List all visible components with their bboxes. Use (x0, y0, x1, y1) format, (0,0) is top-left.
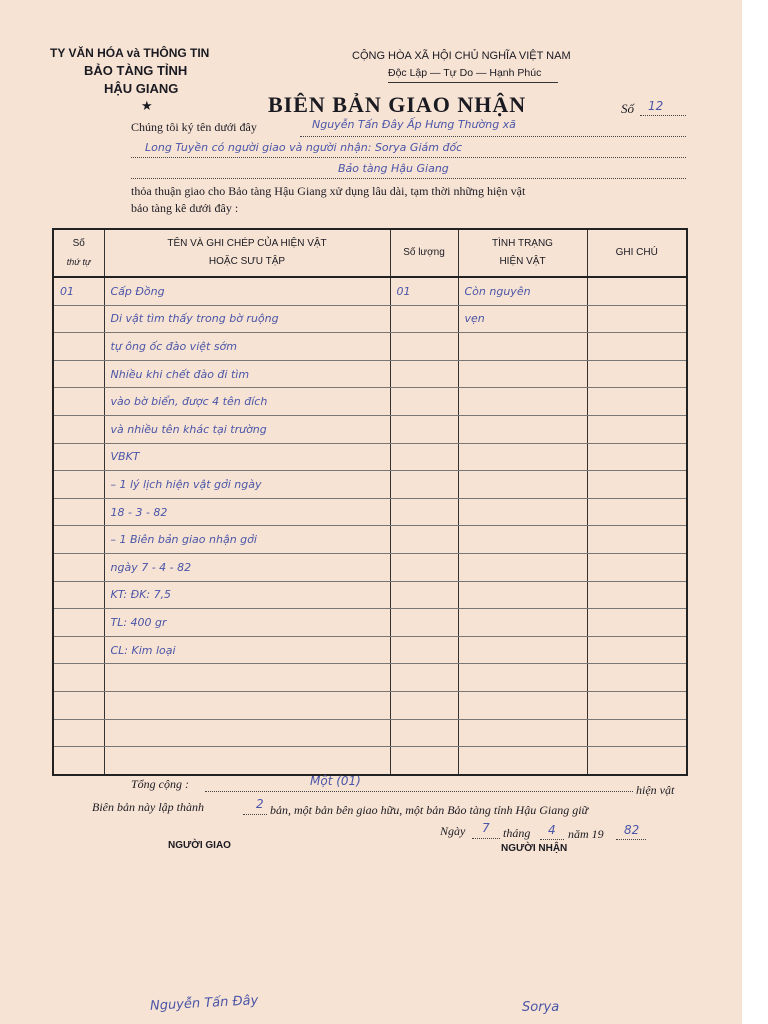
cell-quantity (390, 498, 458, 526)
issuer-line2: BẢO TÀNG TỈNH (84, 63, 188, 78)
cell-name: vào bờ biển, được 4 tên đích (104, 388, 390, 416)
date-month: 4 (548, 823, 556, 837)
cell-quantity (390, 609, 458, 637)
number-value: 12 (648, 99, 664, 113)
table-row (53, 526, 687, 554)
cell-name: 18 - 3 - 82 (104, 498, 390, 526)
header-condition: TÌNH TRẠNG HIỆN VẬT (458, 229, 587, 277)
cell-note (587, 636, 687, 664)
total-suffix: hiện vật (636, 783, 675, 797)
cell-condition (458, 498, 587, 526)
table-row (53, 664, 687, 692)
cell-note (587, 415, 687, 443)
cell-name (104, 691, 390, 719)
cell-condition (458, 719, 587, 747)
issuer-line1: TY VĂN HÓA và THÔNG TIN (50, 46, 210, 60)
cell-name: TL: 400 gr (104, 609, 390, 637)
cell-quantity (390, 360, 458, 388)
cell-note (587, 471, 687, 499)
cell-condition (458, 526, 587, 554)
table-row (53, 553, 687, 581)
cell-index (53, 471, 104, 499)
copies-prefix: Biên bản này lập thành (92, 800, 204, 814)
table-row (53, 443, 687, 471)
cell-condition (458, 691, 587, 719)
cell-note (587, 526, 687, 554)
cell-name: và nhiều tên khác tại trường (104, 415, 390, 443)
date-year: 82 (624, 823, 640, 837)
receiver-signature: Sorya (522, 1000, 560, 1015)
cell-note (587, 388, 687, 416)
number-label: Số (621, 101, 634, 116)
giver-label: NGƯỜI GIAO (168, 840, 231, 851)
cell-index (53, 333, 104, 361)
cell-name (104, 747, 390, 775)
nation-line: CỘNG HÒA XÃ HỘI CHỦ NGHĨA VIỆT NAM (352, 50, 571, 62)
cell-note (587, 333, 687, 361)
cell-index (53, 498, 104, 526)
cell-note (587, 553, 687, 581)
total-value: Một (01) (310, 774, 361, 788)
cell-quantity (390, 553, 458, 581)
table-row (53, 415, 687, 443)
table-header-row (53, 229, 687, 277)
cell-condition (458, 609, 587, 637)
cell-condition (458, 553, 587, 581)
table-row (53, 333, 687, 361)
document-title: BIÊN BẢN GIAO NHẬN (268, 92, 527, 117)
cell-quantity (390, 471, 458, 499)
cell-quantity (390, 691, 458, 719)
intro-handwriting-3: Bảo tàng Hậu Giang (338, 162, 449, 175)
cell-note (587, 664, 687, 692)
copies-value: 2 (256, 797, 264, 811)
agreement-text: thỏa thuận giao cho Bảo tàng Hậu Giang xử dụng lâu dài, tạm thời những hiện vật (131, 184, 526, 198)
cell-name: Cấp Đồng (104, 277, 390, 305)
intro-label: Chúng tôi ký tên dưới đây (131, 120, 257, 134)
cell-quantity (390, 443, 458, 471)
cell-quantity (390, 388, 458, 416)
cell-index (53, 664, 104, 692)
cell-note (587, 498, 687, 526)
cell-name (104, 719, 390, 747)
cell-name: ngày 7 - 4 - 82 (104, 553, 390, 581)
cell-condition (458, 360, 587, 388)
cell-index (53, 636, 104, 664)
cell-condition (458, 333, 587, 361)
table-row (53, 609, 687, 637)
cell-note (587, 719, 687, 747)
table-row (53, 581, 687, 609)
cell-quantity (390, 581, 458, 609)
cell-index (53, 581, 104, 609)
header-name: TÊN VÀ GHI CHÉP CỦA HIỆN VẬT HOẶC SƯU TẬP (104, 229, 390, 277)
agreement-text-2: bảo tàng kê dưới đây : (131, 201, 239, 215)
motto-line: Độc Lập — Tự Do — Hạnh Phúc (388, 67, 542, 79)
table-row (53, 388, 687, 416)
cell-index (53, 415, 104, 443)
cell-index (53, 526, 104, 554)
items-table (52, 228, 688, 776)
giver-signature: Nguyễn Tấn Đây (149, 993, 259, 1014)
cell-condition: vẹn (458, 305, 587, 333)
cell-name: – 1 lý lịch hiện vật gởi ngày (104, 471, 390, 499)
issuer-line3: HẬU GIANG (104, 81, 179, 96)
cell-name: KT: ĐK: 7,5 (104, 581, 390, 609)
cell-name (104, 664, 390, 692)
cell-note (587, 609, 687, 637)
cell-name: CL: Kim loại (104, 636, 390, 664)
table-row (53, 691, 687, 719)
cell-note (587, 691, 687, 719)
cell-index: 01 (53, 277, 104, 305)
cell-condition (458, 636, 587, 664)
cell-note (587, 581, 687, 609)
cell-name: VBKT (104, 443, 390, 471)
star-icon: ★ (141, 98, 153, 113)
cell-note (587, 747, 687, 775)
cell-index (53, 443, 104, 471)
date-day: 7 (482, 821, 490, 835)
cell-quantity (390, 415, 458, 443)
cell-condition (458, 664, 587, 692)
table-row (53, 277, 687, 305)
cell-condition (458, 747, 587, 775)
header-note: GHI CHÚ (587, 229, 687, 277)
receiver-label: NGƯỜI NHẬN (501, 843, 568, 854)
copies-suffix: bản, một bản bên giao hữu, một bản Bảo tàng tỉnh Hậu Giang giữ (270, 803, 589, 817)
cell-index (53, 609, 104, 637)
cell-quantity (390, 333, 458, 361)
cell-condition (458, 443, 587, 471)
cell-quantity: 01 (390, 277, 458, 305)
cell-note (587, 305, 687, 333)
cell-condition: Còn nguyên (458, 277, 587, 305)
cell-name: Di vật tìm thấy trong bờ ruộng (104, 305, 390, 333)
cell-name: tự ông ốc đào việt sớm (104, 333, 390, 361)
cell-quantity (390, 305, 458, 333)
intro-handwriting-1: Nguyễn Tấn Đây Ấp Hưng Thường xã (312, 118, 516, 131)
cell-quantity (390, 664, 458, 692)
cell-condition (458, 388, 587, 416)
cell-index (53, 747, 104, 775)
cell-quantity (390, 636, 458, 664)
total-label: Tổng cộng : (131, 777, 189, 791)
table-row (53, 498, 687, 526)
table-row (53, 747, 687, 775)
cell-note (587, 277, 687, 305)
cell-index (53, 553, 104, 581)
date-year-label: năm 19 (568, 827, 604, 841)
table-row (53, 471, 687, 499)
header-index: Số thứ tự (53, 229, 104, 277)
cell-note (587, 443, 687, 471)
cell-name: – 1 Biên bản giao nhận gởi (104, 526, 390, 554)
date-month-label: tháng (503, 826, 531, 840)
cell-index (53, 360, 104, 388)
table-row (53, 719, 687, 747)
table-row (53, 636, 687, 664)
cell-condition (458, 581, 587, 609)
cell-index (53, 388, 104, 416)
cell-index (53, 719, 104, 747)
table-row (53, 305, 687, 333)
cell-index (53, 691, 104, 719)
date-day-label: Ngày (440, 824, 466, 838)
cell-note (587, 360, 687, 388)
cell-quantity (390, 747, 458, 775)
cell-index (53, 305, 104, 333)
cell-condition (458, 415, 587, 443)
cell-name: Nhiều khi chết đào đi tìm (104, 360, 390, 388)
table-row (53, 360, 687, 388)
cell-quantity (390, 719, 458, 747)
cell-quantity (390, 526, 458, 554)
intro-handwriting-2: Long Tuyền có người giao và người nhận: Sorya Giám đốc (145, 141, 463, 154)
header-quantity: Số lượng (390, 229, 458, 277)
cell-condition (458, 471, 587, 499)
